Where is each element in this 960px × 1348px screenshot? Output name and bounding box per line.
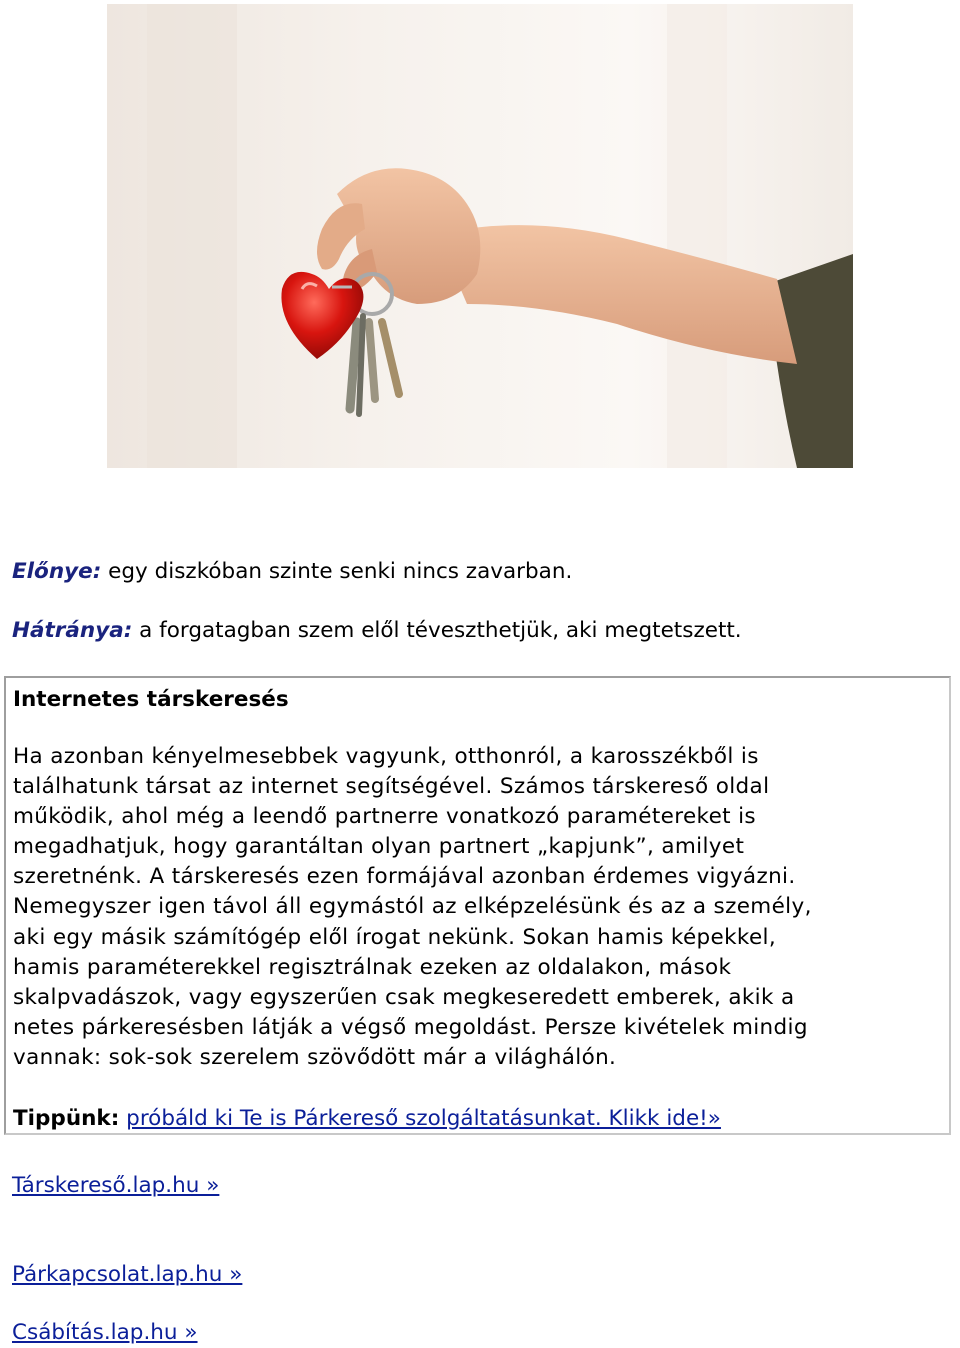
section-paragraph (13, 742, 933, 1073)
advantage-label: Előnye: (12, 559, 102, 584)
tip-link[interactable]: próbáld ki Te is Párkereső szolgáltatásunkat. Klikk ide!» (126, 1106, 721, 1131)
hand-keys-photo (107, 4, 853, 468)
paragraph-line: hamis paraméterekkel regisztrálnak ezeken az oldalakon, mások (13, 954, 732, 980)
hand-holding-heart-keychain-icon (107, 4, 853, 468)
disadvantage-line (12, 616, 742, 646)
paragraph-line: találhatunk társat az internet segítségével. Számos társkereső oldal (13, 774, 770, 800)
paragraph-line: netes párkeresésben látják a végső megoldást. Persze kivételek mindig (13, 1014, 808, 1040)
paragraph-line: Ha azonban kényelmesebbek vagyunk, otthonról, a karosszékből is (13, 744, 759, 769)
advantage-line (12, 557, 572, 587)
paragraph-line: szeretnénk. A társkeresés ezen formájával azonban érdemes vigyázni. (13, 864, 796, 890)
parkapcsolat-link[interactable]: Párkapcsolat.lap.hu » (12, 1262, 243, 1287)
disadvantage-text: a forgatagban szem elől téveszthetjük, aki megtetszett. (132, 618, 742, 643)
paragraph-line: megadhatjuk, hogy garantáltan olyan partnert „kapjunk”, amilyet (13, 834, 745, 860)
paragraph-line: aki egy másik számítógép elől írogat nekünk. Sokan hamis képekkel, (13, 924, 777, 950)
paragraph-line: skalpvadászok, vagy egyszerűen csak megkeseredett emberek, akik a (13, 984, 795, 1010)
internet-dating-box (4, 676, 951, 1135)
paragraph-line: működik, ahol még a leendő partnerre vonatkozó paramétereket is (13, 804, 756, 830)
disadvantage-label: Hátránya: (12, 618, 133, 643)
tarskereso-link[interactable]: Társkereső.lap.hu » (12, 1173, 220, 1198)
tip-line (13, 1104, 721, 1134)
advantage-text: egy diszkóban szinte senki nincs zavarban. (101, 559, 573, 584)
paragraph-line: Nemegyszer igen távol áll egymástól az elképzelésünk és az a személy, (13, 894, 812, 920)
csabitas-link[interactable]: Csábítás.lap.hu » (12, 1320, 198, 1345)
section-title: Internetes társkeresés (13, 687, 289, 712)
paragraph-line: vannak: sok-sok szerelem szövődött már a világhálón. (13, 1044, 617, 1070)
tip-label: Tippünk: (13, 1106, 120, 1131)
